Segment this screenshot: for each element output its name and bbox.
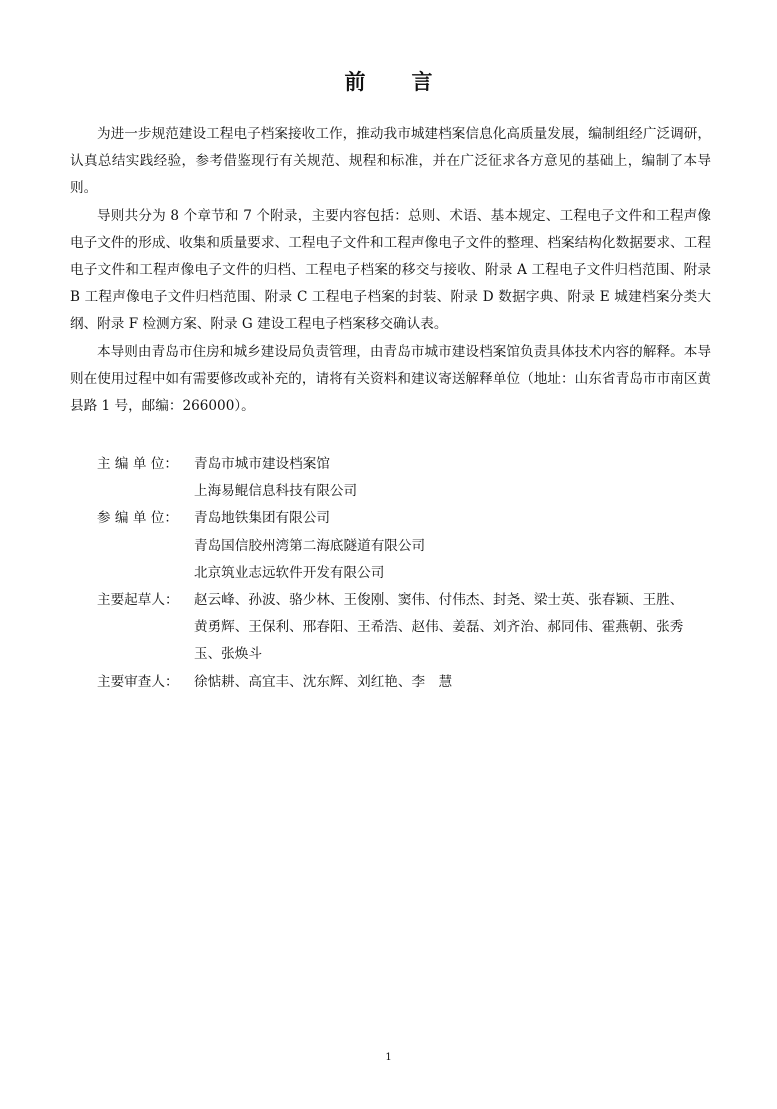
credit-chief-editor xyxy=(97,451,717,505)
title-char-2: 言 xyxy=(411,70,433,94)
paragraph-purpose: 为进一步规范建设工程电子档案接收工作，推动我市城建档案信息化高质量发展，编制组经广泛调研，认真总结实践经验，参考借鉴现行有关规范、规程和标准，并在广泛征求各方意见的基础上，编制了本导则。 xyxy=(70,126,711,197)
paragraph-management: 本导则由青岛市住房和城乡建设局负责管理，由青岛市城市建设档案馆负责具体技术内容的解释。本导则在使用过程中如有需要修改或补充的，请将有关资料和建议寄送解释单位（地址：山东省青岛市市南区黄县路 1 号，邮编：266000）。 xyxy=(70,343,711,415)
credit-co-editor xyxy=(97,505,717,587)
credit-values xyxy=(194,451,717,505)
credit-label: 参 编 单 位： xyxy=(97,510,178,527)
credit-value: 玉、张焕斗 xyxy=(194,646,262,663)
credit-drafters xyxy=(97,587,717,669)
credit-reviewers xyxy=(97,669,717,696)
preface-body xyxy=(70,121,711,420)
credit-value: 赵云峰、孙波、骆少林、王俊刚、窦伟、付伟杰、封尧、梁士英、张春颖、王胜、 xyxy=(194,592,684,609)
credit-values xyxy=(194,587,717,669)
credit-label: 主要起草人： xyxy=(97,592,179,609)
credit-values xyxy=(194,669,717,696)
paragraph-contents: 导则共分为 8 个章节和 7 个附录，主要内容包括：总则、术语、基本规定、工程电子文件和工程声像电子文件的形成、收集和质量要求、工程电子文件和工程声像电子文件的整理、档案结构化数据要求、工程电子文件和工程声像电子文件的归档、工程电子档案的移交与接收、附录 A 工程电子文件归档范围、附录 B 工程声像电子文件归档范围、附录 C 工程电子档案的封装、附录 D 数据字典、附录 E 城建档案分类大纲、附录 F 检测方案、附录 G 建设工程电子档案移交确认表。 xyxy=(70,207,711,333)
credit-value: 青岛地铁集团有限公司 xyxy=(194,510,330,527)
page-number: 1 xyxy=(385,1052,392,1063)
credit-value: 青岛国信胶州湾第二海底隧道有限公司 xyxy=(194,537,426,554)
credit-value: 北京筑业志远软件开发有限公司 xyxy=(194,564,385,581)
credits-section xyxy=(97,451,717,696)
credit-values xyxy=(194,505,717,587)
credit-value: 青岛市城市建设档案馆 xyxy=(194,456,330,472)
credit-value: 上海易鲲信息科技有限公司 xyxy=(194,483,358,500)
credit-value: 黄勇辉、王保利、邢春阳、王希浩、赵伟、姜磊、刘齐治、郝同伟、霍燕朝、张秀 xyxy=(194,619,684,636)
credit-label: 主 编 单 位： xyxy=(97,456,178,472)
page-title xyxy=(0,66,777,96)
title-char-1: 前 xyxy=(344,70,366,94)
credit-value: 徐惦耕、高宜丰、沈东辉、刘红艳、李 慧 xyxy=(194,673,453,690)
credit-label: 主要审查人： xyxy=(97,673,179,690)
